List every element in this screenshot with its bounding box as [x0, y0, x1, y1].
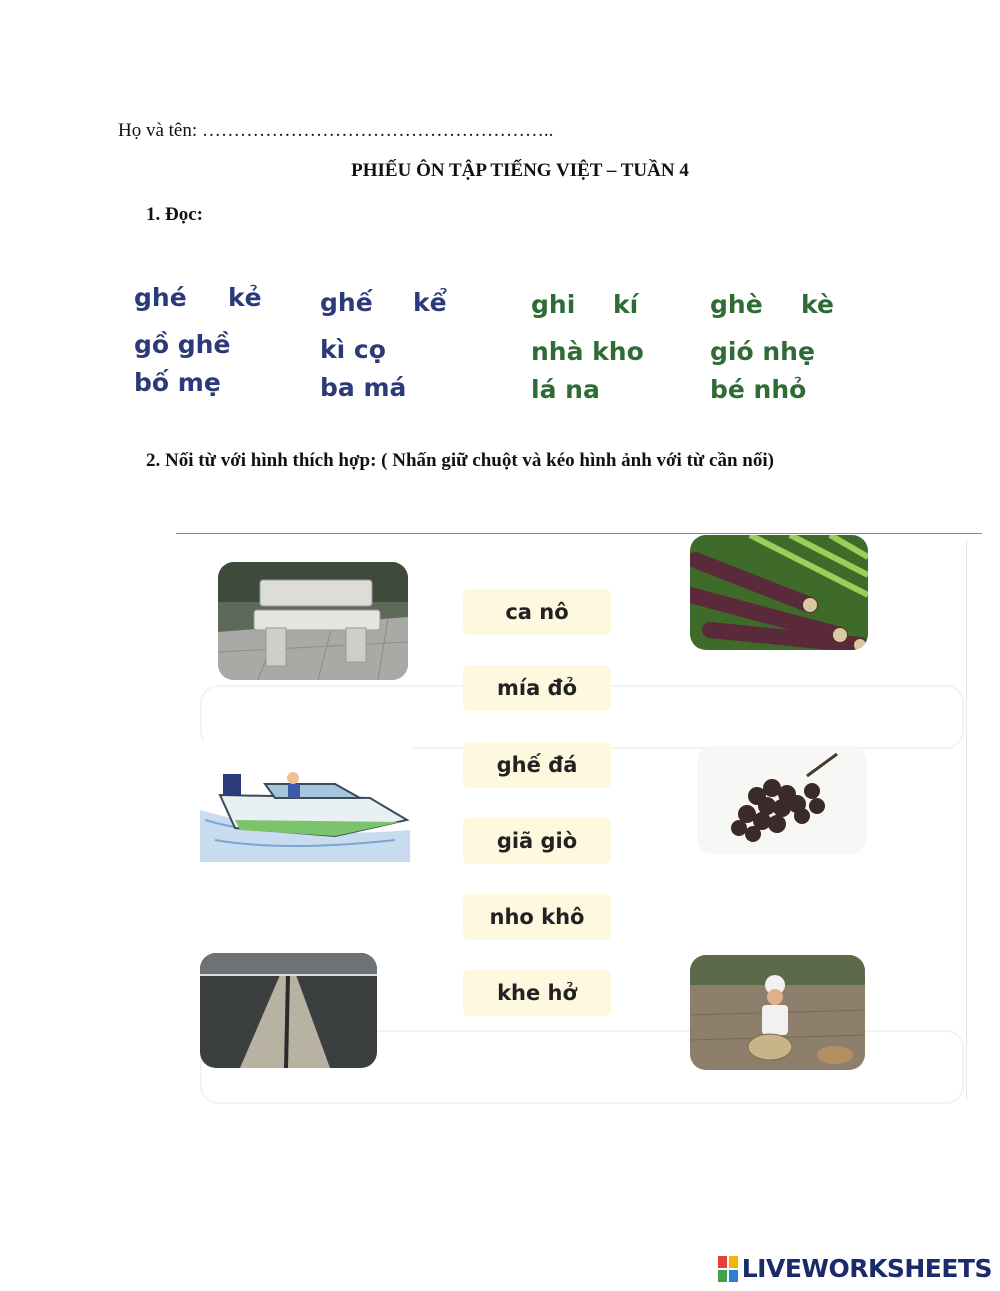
brand-name: LIVEWORKSHEETS — [741, 1254, 992, 1283]
name-field-label: Họ và tên: ……………………………………………….. — [118, 120, 554, 141]
match-card-gia-gio[interactable]: giã giò — [463, 818, 611, 864]
stone-bench-icon[interactable] — [218, 562, 408, 680]
speedboat-icon[interactable] — [195, 740, 413, 862]
raisins-icon[interactable] — [697, 746, 867, 854]
read-word: nhà kho — [531, 337, 644, 366]
read-word: bố mẹ — [134, 368, 221, 397]
read-word: gió nhẹ — [710, 337, 815, 366]
section-2-heading: 2. Nối từ với hình thích hợp: ( Nhấn giữ chuột và kéo hình ảnh với từ cần nối) — [146, 450, 774, 471]
section-1-heading: 1. Đọc: — [146, 204, 203, 225]
read-word: kè — [801, 290, 834, 319]
road-gap-icon[interactable] — [200, 953, 377, 1068]
read-word: ba má — [320, 373, 407, 402]
sugarcane-icon[interactable] — [690, 535, 868, 650]
read-word: kí — [613, 290, 639, 319]
read-word: ghế — [320, 288, 373, 317]
logo-mark-icon — [718, 1256, 738, 1282]
match-card-nho-kho[interactable]: nho khô — [463, 894, 611, 940]
read-word: bé nhỏ — [710, 375, 807, 404]
match-card-ca-no[interactable]: ca nô — [463, 589, 611, 635]
panel-edge — [966, 540, 967, 1100]
read-word: ghè — [710, 290, 763, 319]
divider-line — [176, 533, 982, 534]
page-title: PHIẾU ÔN TẬP TIẾNG VIỆT – TUẦN 4 — [351, 160, 689, 181]
read-word: gồ ghề — [134, 330, 231, 359]
read-word: kì cọ — [320, 335, 386, 364]
read-word: kẻ — [228, 283, 262, 312]
read-word: lá na — [531, 375, 600, 404]
match-card-khe-ho[interactable]: khe hở — [463, 970, 611, 1016]
match-card-mia-do[interactable]: mía đỏ — [463, 665, 611, 711]
read-word: ghé — [134, 283, 187, 312]
liveworksheets-logo — [718, 1254, 992, 1283]
pounding-meat-icon[interactable] — [690, 955, 865, 1070]
read-word: kể — [413, 288, 447, 317]
match-card-ghe-da[interactable]: ghế đá — [463, 742, 611, 788]
read-word: ghi — [531, 290, 576, 319]
